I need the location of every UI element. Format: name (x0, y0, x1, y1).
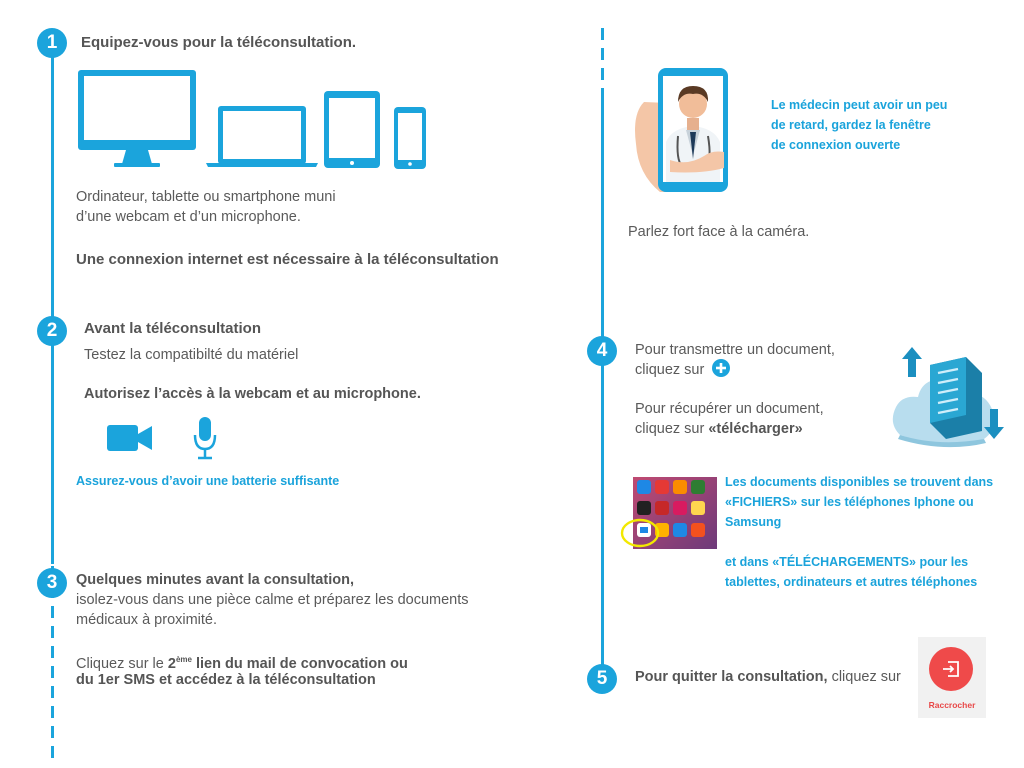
plus-icon (712, 359, 730, 377)
desktop-icon (78, 70, 196, 167)
timeline-dash (51, 626, 54, 638)
video-camera-icon (107, 423, 153, 453)
step-4-badge: 4 (587, 336, 617, 366)
click-prefix: Cliquez sur le (76, 655, 168, 672)
timeline-dash (51, 726, 54, 738)
timeline-dash (601, 68, 604, 80)
step-3-line-3: médicaux à proximité. (76, 612, 218, 628)
internet-requirement: Une connexion internet est nécessaire à la téléconsultation (76, 251, 499, 268)
step-5-badge: 5 (587, 664, 617, 694)
step-3-sms-line: du 1er SMS et accédez à la téléconsultation (76, 672, 376, 688)
doctor-late-line-2: de retard, gardez la fenêtre (771, 118, 931, 132)
quit-rest: cliquez sur (827, 669, 901, 685)
click-bold: lien du mail de convocation ou (191, 655, 408, 672)
timeline-dash (51, 706, 54, 718)
tablet-icon (324, 91, 380, 168)
smartphone-icon (394, 107, 426, 169)
timeline-dash (51, 686, 54, 698)
quit-bold: Pour quitter la consultation, (635, 669, 828, 685)
files-line-2: «FICHIERS» sur les téléphones Iphone ou (725, 495, 974, 509)
devices-line-2: d’une webcam et d’un microphone. (76, 209, 301, 225)
compatibility-test: Testez la compatibilté du matériel (84, 347, 299, 363)
exit-icon (941, 659, 961, 679)
step-1-badge: 1 (37, 28, 67, 58)
timeline-dash (601, 88, 604, 100)
timeline-dash (51, 666, 54, 678)
timeline-dash (51, 646, 54, 658)
hangup-button[interactable] (918, 637, 986, 718)
get-document-line-2 (635, 419, 803, 439)
devices-illustration (78, 68, 428, 173)
send-document-line-1: Pour transmettre un document, (635, 342, 835, 358)
step-3-title: Quelques minutes avant la consultation, (76, 572, 354, 588)
authorize-access: Autorisez l’accès à la webcam et au microphone. (84, 386, 421, 402)
step-3-badge: 3 (37, 568, 67, 598)
doctor-phone-illustration (632, 64, 742, 196)
phone-apps-screenshot (620, 476, 718, 551)
get-click-prefix: cliquez sur (635, 421, 709, 437)
timeline-dash (601, 28, 604, 40)
hangup-label: Raccrocher (928, 700, 976, 710)
timeline-dash (51, 606, 54, 618)
cloud-server-icon (888, 343, 1008, 455)
doctor-late-line-3: de connexion ouverte (771, 138, 901, 152)
battery-warning: Assurez-vous d’avoir une batterie suffisante (76, 474, 340, 488)
timeline-dash (601, 48, 604, 60)
step-2-title: Avant la téléconsultation (84, 320, 261, 337)
speak-loud: Parlez fort face à la caméra. (628, 224, 810, 240)
download-keyword: «télécharger» (708, 421, 803, 437)
doctor-late-line-1: Le médecin peut avoir un peu (771, 98, 948, 112)
click-superscript: ème (175, 655, 192, 664)
laptop-icon (206, 106, 318, 167)
step-3-line-2: isolez-vous dans une pièce calme et préparez les documents (76, 592, 469, 608)
downloads-line-1: et dans «TÉLÉCHARGEMENTS» pour les (725, 555, 969, 569)
quit-consultation (635, 667, 901, 687)
downloads-line-2: tablettes, ordinateurs et autres téléphones (725, 575, 978, 589)
microphone-icon (193, 417, 217, 461)
timeline-right (601, 100, 604, 680)
step-1-title: Equipez-vous pour la téléconsultation. (81, 34, 357, 51)
send-document-line-2 (635, 359, 730, 380)
files-line-3: Samsung (725, 515, 782, 529)
hangup-circle[interactable] (929, 647, 973, 691)
files-line-1: Les documents disponibles se trouvent dans (725, 475, 994, 489)
send-click-label: cliquez sur (635, 362, 705, 378)
devices-line-1: Ordinateur, tablette ou smartphone muni (76, 189, 336, 205)
step-2-badge: 2 (37, 316, 67, 346)
click-number: 2 (167, 655, 176, 672)
timeline-dash (51, 746, 54, 758)
get-document-line-1: Pour récupérer un document, (635, 401, 824, 417)
timeline-left (51, 44, 54, 564)
